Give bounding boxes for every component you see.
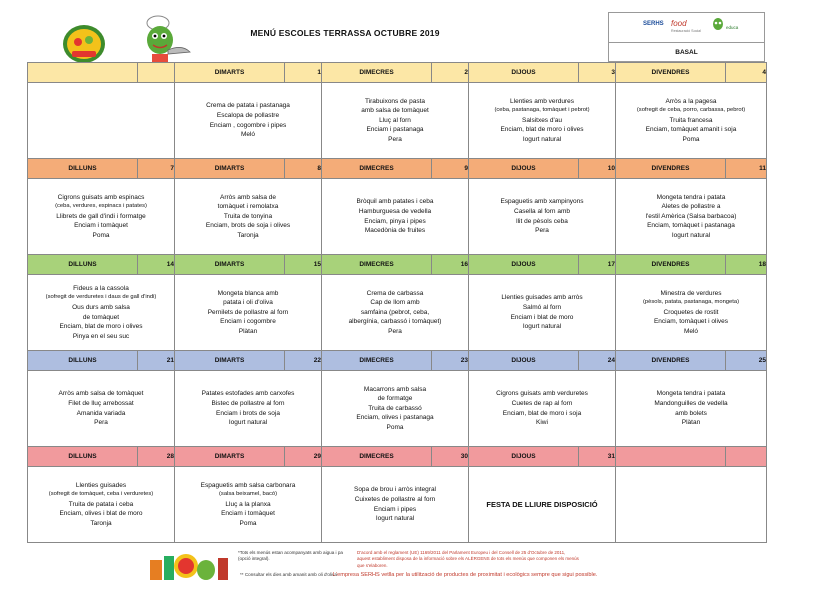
- day-name: DIJOUS: [469, 447, 579, 467]
- day-number: 25: [726, 351, 767, 371]
- day-number: 31: [579, 447, 616, 467]
- day-menu-cell: [175, 467, 322, 543]
- day-number: 14: [138, 255, 175, 275]
- dish-line: Fideus a la cassola: [73, 284, 129, 292]
- dish-line: Sopa de brou i arròs integral: [353, 486, 437, 494]
- dish-line: Lluç al forn: [379, 116, 411, 124]
- dish-line: Arròs a la pagesa: [665, 97, 717, 105]
- dish-line: Enciam, olives i pastanaga: [356, 414, 434, 422]
- dish-line: Plàtan: [681, 419, 701, 427]
- dish-line: Enciam, tomàquet amanit i soja: [645, 126, 737, 134]
- day-number: 15: [285, 255, 322, 275]
- dish-line: Tirabuixons de pasta: [364, 97, 426, 105]
- day-number: 17: [579, 255, 616, 275]
- dish-detail: (ceba, verdures, espinacs i patates): [55, 203, 147, 210]
- dish-detail: (ceba, pastanaga, tomàquet i pebrot): [494, 107, 590, 114]
- day-name: DIMECRES: [322, 351, 432, 371]
- day-number: 2: [432, 63, 469, 83]
- footer-serhs-note: L'empresa SERHS vetlla per la utilització de productes de proximitat i ecològics sempre que sigui possible.: [333, 572, 598, 578]
- dish-line: Mongeta blanca amb: [217, 289, 279, 297]
- day-name: DIVENDRES: [616, 63, 726, 83]
- dish-line: Cuetes de rap al forn: [511, 399, 573, 407]
- dish-line: Enciam i pipes: [373, 505, 417, 513]
- dish-detail: (sofregit de verduretes i daus de gall d'indi): [45, 294, 157, 301]
- day-number: 30: [432, 447, 469, 467]
- footer-note-water-bread: *Tots els menús estan acompanyats amb aigua i pa (opció integral).: [238, 550, 343, 562]
- week-menu-row: [28, 83, 767, 159]
- week-menu-row: [28, 275, 767, 351]
- dish-line: Escalopa de pollastre: [216, 111, 280, 119]
- dish-line: Salsitxes d'au: [522, 116, 562, 124]
- day-menu-cell: [322, 467, 469, 543]
- dish-line: Enciam, olives i blat de moro: [59, 510, 143, 518]
- dish-line: Enciam, blat de moro i soja: [502, 409, 582, 417]
- week-header-row: [28, 447, 767, 467]
- dish-line: Iogurt natural: [671, 231, 711, 239]
- dish-line: Poma: [682, 135, 700, 143]
- dish-line: Enciam, pinya i pipes: [364, 217, 426, 225]
- dish-line: Cap de llom amb: [370, 299, 420, 307]
- day-name: DILLUNS: [28, 351, 138, 371]
- dish-line: Pinya en el seu suc: [72, 332, 130, 340]
- day-number: 22: [285, 351, 322, 371]
- dish-line: de formatge: [377, 395, 413, 403]
- week-menu-row: [28, 179, 767, 255]
- dish-line: Crema de patata i pastanaga: [206, 102, 290, 110]
- dish-line: Minestra de verdures: [660, 289, 722, 297]
- dish-line: amb salsa de tomàquet: [361, 107, 429, 115]
- day-name: DIJOUS: [469, 159, 579, 179]
- dish-line: Enciam i tomàquet: [221, 510, 275, 518]
- day-name: DILLUNS: [28, 159, 138, 179]
- dish-line: Salmó al forn: [522, 303, 562, 311]
- dish-line: Espaguetis amb salsa carbonara: [200, 481, 296, 489]
- dish-line: Croquetes de rostit: [663, 308, 719, 316]
- day-menu-cell: [28, 467, 175, 543]
- dish-line: Llibrets de gall d'indi i formatge: [56, 212, 146, 220]
- day-name: DIMECRES: [322, 63, 432, 83]
- day-name: DIMECRES: [322, 159, 432, 179]
- dish-line: Amanida variada: [76, 409, 126, 417]
- dish-line: Poma: [92, 231, 110, 239]
- day-menu-cell: [616, 83, 767, 159]
- day-name: DIMARTS: [175, 63, 285, 83]
- dish-line: Pera: [388, 135, 402, 143]
- day-menu-cell: [175, 371, 322, 447]
- dish-detail: (salsa beixamel, bacó): [219, 491, 277, 498]
- day-number: 8: [285, 159, 322, 179]
- day-menu-cell: [469, 467, 616, 543]
- dish-line: Crema de carbassa: [366, 289, 424, 297]
- dish-line: Truita de carbassó: [368, 404, 422, 412]
- healthy-food-illustration: [148, 546, 232, 586]
- day-name: DIMARTS: [175, 159, 285, 179]
- day-name: DIVENDRES: [616, 255, 726, 275]
- dish-line: Bistec de pollastre al forn: [211, 399, 285, 407]
- dish-line: Enciam i pastanaga: [366, 126, 424, 134]
- dish-line: Plàtan: [238, 327, 258, 335]
- day-name: DIMARTS: [175, 447, 285, 467]
- dish-line: Mongeta tendra i patata: [656, 390, 726, 398]
- dish-line: Filet de lluç arrebossat: [68, 399, 134, 407]
- dish-line: Enciam, tomàquet i pastanaga: [647, 222, 735, 230]
- dish-line: Iogurt natural: [375, 515, 415, 523]
- dish-detail: (pèsols, patata, pastanaga, mongeta): [642, 299, 740, 306]
- dish-line: Truita francesa: [669, 116, 713, 124]
- day-menu-cell: [322, 83, 469, 159]
- dish-line: Enciam, tomàquet i olives: [653, 318, 729, 326]
- day-name: DILLUNS: [28, 255, 138, 275]
- dish-line: Pera: [94, 419, 108, 427]
- day-name: DIMECRES: [322, 447, 432, 467]
- serhs-food-logo: [608, 12, 765, 42]
- dish-line: Cigrons guisats amb espinacs: [57, 193, 145, 201]
- day-number: 3: [579, 63, 616, 83]
- footer-note-oil: ** Consultar els dies amb amanit amb oli d'oliva: [240, 572, 337, 577]
- dish-line: samfaina (pebrot, ceba,: [360, 308, 430, 316]
- day-menu-cell: [469, 371, 616, 447]
- dish-line: tomàquet i remolatxa: [217, 203, 279, 211]
- dish-line: llit de pèsols ceba: [516, 217, 568, 225]
- dish-detail: (sofregit de tomàquet, ceba i verduretes): [48, 491, 154, 498]
- chef-mascot-icon: [138, 14, 192, 66]
- day-menu-cell: [28, 83, 175, 159]
- day-name: DILLUNS: [28, 447, 138, 467]
- dish-line: Poma: [239, 519, 257, 527]
- dish-line: patata i oli d'oliva: [223, 299, 273, 307]
- day-name: DIMARTS: [175, 351, 285, 371]
- day-menu-cell: [28, 275, 175, 351]
- dish-line: Truita de patata i ceba: [68, 500, 134, 508]
- day-menu-cell: [616, 179, 767, 255]
- dish-line: Iogurt natural: [228, 419, 268, 427]
- week-header-row: [28, 351, 767, 371]
- day-menu-cell: [616, 275, 767, 351]
- dish-line: Llenties guisades: [75, 481, 127, 489]
- dish-line: Casella al forn amb: [514, 207, 570, 215]
- day-number: [726, 447, 767, 467]
- day-number: 16: [432, 255, 469, 275]
- food-logo-text: food: [671, 19, 687, 28]
- dish-line: Enciam i blat de moro: [510, 313, 574, 321]
- dish-line: Enciam, brots de soja i olives: [205, 222, 291, 230]
- dish-line: Poma: [386, 423, 404, 431]
- week-header-row: [28, 159, 767, 179]
- dish-line: Cuixetes de pollastre al forn: [354, 495, 436, 503]
- day-number: 21: [138, 351, 175, 371]
- week-menu-row: [28, 467, 767, 543]
- dish-line: Macarrons amb salsa: [363, 385, 427, 393]
- dish-line: Taronja: [90, 519, 112, 527]
- dish-line: Enciam i brots de soja: [216, 409, 280, 417]
- dish-line: Macedònia de fruites: [364, 227, 426, 235]
- dish-line: Pera: [388, 327, 402, 335]
- dish-line: Mongeta tendra i patata: [656, 193, 726, 201]
- mascot-small-icon: [712, 17, 724, 31]
- dish-line: de tomàquet: [82, 313, 120, 321]
- dish-line: Meló: [240, 131, 256, 139]
- serhs-logo-text: SERHS: [643, 21, 664, 27]
- day-name: DIJOUS: [469, 351, 579, 371]
- day-number: 23: [432, 351, 469, 371]
- day-menu-cell: [175, 275, 322, 351]
- dish-line: Enciam i tomàquet: [74, 222, 128, 230]
- dish-line: Llenties guisades amb arròs: [501, 294, 583, 302]
- dish-line: Lluç a la planxa: [225, 500, 271, 508]
- dish-line: Aletes de pollastre a: [661, 203, 721, 211]
- menu-type-label: BASAL: [608, 42, 765, 62]
- day-menu-cell: [28, 179, 175, 255]
- educa-badge: educa: [726, 25, 739, 30]
- food-logo-subtext: Restauració Social: [671, 29, 701, 33]
- dish-line: Meló: [683, 327, 699, 335]
- dish-line: Espaguetis amb xampinyons: [500, 198, 584, 206]
- day-name: [616, 447, 726, 467]
- day-menu-cell: [175, 83, 322, 159]
- day-name: DIVENDRES: [616, 159, 726, 179]
- week-menu-row: [28, 371, 767, 447]
- dish-line: Enciam, blat de moro i olives: [59, 323, 143, 331]
- dish-line: Kiwi: [536, 419, 548, 427]
- dish-line: Ous durs amb salsa: [72, 303, 130, 311]
- dish-line: Iogurt natural: [522, 323, 562, 331]
- dish-line: Arròs amb salsa de: [220, 193, 276, 201]
- day-menu-cell: [616, 467, 767, 543]
- dish-detail: (sofregit de ceba, porro, carbassa, pebrot): [636, 107, 746, 114]
- day-name: [28, 63, 138, 83]
- week-header-row: [28, 255, 767, 275]
- day-number: 11: [726, 159, 767, 179]
- dish-line: Pernilets de pollastre al forn: [207, 308, 289, 316]
- dish-line: Iogurt natural: [522, 135, 562, 143]
- day-number: 28: [138, 447, 175, 467]
- dish-line: Bròquil amb patates i ceba: [356, 198, 434, 206]
- day-number: 10: [579, 159, 616, 179]
- day-menu-cell: [322, 179, 469, 255]
- dish-line: albergínia, carbassó i tomàquet): [348, 318, 442, 326]
- day-number: 4: [726, 63, 767, 83]
- monthly-menu-table: [27, 62, 767, 543]
- day-number: 1: [285, 63, 322, 83]
- dish-line: l'estil Amèrica (Salsa barbacoa): [645, 212, 737, 220]
- day-name: DIJOUS: [469, 255, 579, 275]
- dish-line: Pera: [535, 227, 549, 235]
- dish-line: Taronja: [237, 231, 259, 239]
- dish-line: Llenties amb verdures: [510, 97, 574, 105]
- day-name: DIJOUS: [469, 63, 579, 83]
- school-menu-logo: [62, 24, 106, 64]
- dish-line: Enciam, blat de moro i olives: [500, 126, 584, 134]
- day-number: 7: [138, 159, 175, 179]
- dish-line: Mandonguilles de vedella: [654, 399, 728, 407]
- day-name: DIVENDRES: [616, 351, 726, 371]
- day-menu-cell: [322, 275, 469, 351]
- dish-line: Enciam i cogombre: [220, 318, 276, 326]
- day-menu-cell: [469, 179, 616, 255]
- day-menu-cell: [28, 371, 175, 447]
- day-number: 18: [726, 255, 767, 275]
- dish-line: Arròs amb salsa de tomàquet: [58, 390, 144, 398]
- dish-line: Hamburguesa de vedella: [358, 207, 432, 215]
- day-name: DIMARTS: [175, 255, 285, 275]
- day-number: 9: [432, 159, 469, 179]
- page-title: MENÚ ESCOLES TERRASSA OCTUBRE 2019: [250, 28, 440, 38]
- dish-line: amb bolets: [675, 409, 707, 417]
- dish-line: Truita de tonyina: [223, 212, 273, 220]
- day-number: 24: [579, 351, 616, 371]
- dish-line: Enciam , cogombre i pipes: [209, 121, 287, 129]
- day-number: [138, 63, 175, 83]
- week-header-row: [28, 63, 767, 83]
- day-menu-cell: [322, 371, 469, 447]
- dish-line: Cigrons guisats amb verduretes: [496, 390, 588, 398]
- dish-line: FESTA DE LLIURE DISPOSICIÓ: [486, 499, 598, 509]
- day-menu-cell: [469, 83, 616, 159]
- day-menu-cell: [616, 371, 767, 447]
- day-menu-cell: [175, 179, 322, 255]
- day-number: 29: [285, 447, 322, 467]
- day-name: DIMECRES: [322, 255, 432, 275]
- footer-allergens-note: D'acord amb el reglament (UE) 1169/2011 del Parlament Europeu i del Consell de 25 d'Octubre de 2011, aquest establiment disposa de la informació sobre els ALÈRGENS de tots els menús que componen els menús que s'elaboren.: [357, 550, 579, 568]
- dish-line: Patates estofades amb carxofes: [201, 390, 295, 398]
- day-menu-cell: [469, 275, 616, 351]
